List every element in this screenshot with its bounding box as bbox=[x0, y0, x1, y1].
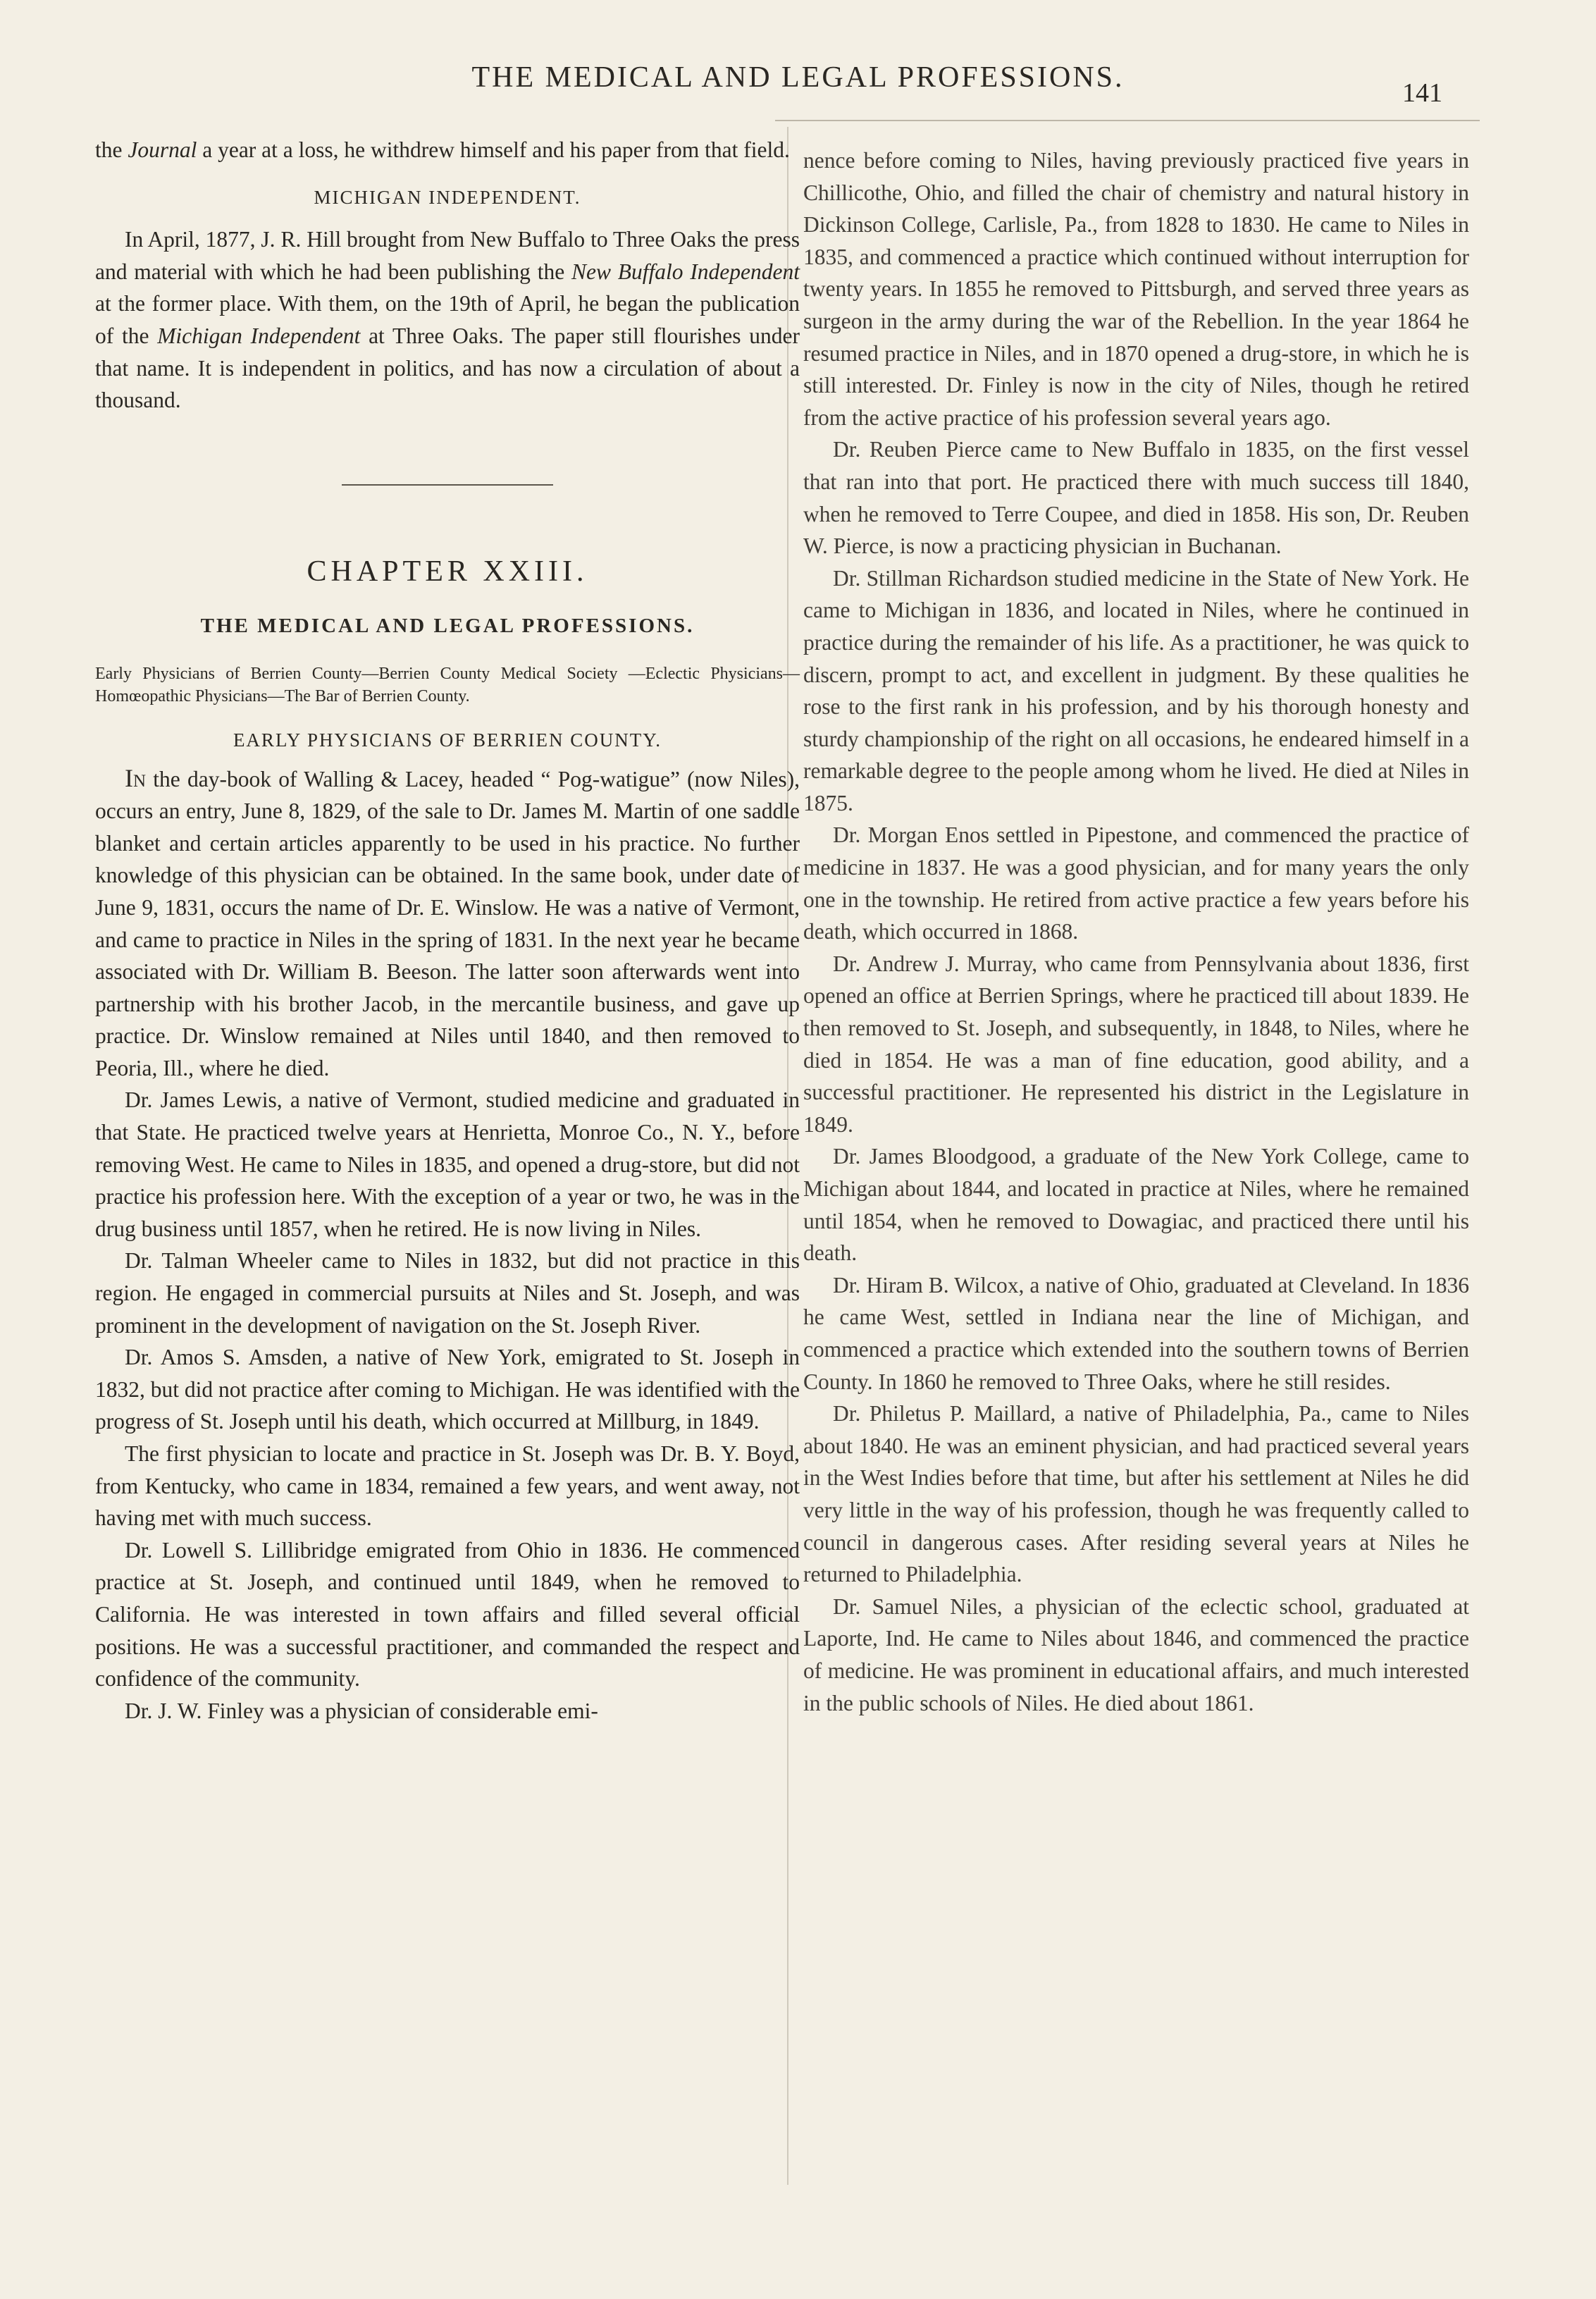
paragraph: Dr. Morgan Enos settled in Pipestone, and commenced the practice of medicine in 1837. He was a good physician, and for many years the only one in the township. He retired from active practice a few years before his death, which occurred in 1868. bbox=[803, 822, 1469, 944]
paragraph: Dr. James Bloodgood, a graduate of the New York College, came to Michigan about 1844, and located in practice at Niles, where he remained until 1854, when he removed to Dowagiac, and practiced there until his death. bbox=[803, 1144, 1469, 1266]
section-divider bbox=[342, 484, 553, 486]
newspaper-title: Michigan Independent bbox=[157, 323, 361, 348]
text-run: the bbox=[95, 137, 128, 162]
chapter-heading: CHAPTER XXIII. bbox=[307, 555, 588, 588]
text-run: In April, 1877, J. R. Hill brought from New Buffalo to Three Oaks the press and material with which he had been publishing the bbox=[95, 227, 800, 284]
chapter-title: THE MEDICAL AND LEGAL PROFESSIONS. bbox=[200, 615, 695, 638]
paragraph: Dr. Samuel Niles, a physician of the eclectic school, graduated at Laporte, Ind. He came to Niles about 1846, and commenced the practice of medicine. He was prominent in educational affairs, and much interested in the public schools of Niles. He died about 1861. bbox=[803, 1594, 1469, 1715]
paragraph-journal-end bbox=[95, 134, 800, 166]
paragraph: nence before coming to Niles, having previously practiced five years in Chillicothe, Ohio, and filled the chair of chemistry and natural history in Dickinson College, Carlisle, Pa., from 1828 to 1830. He came to Niles in 1835, and commenced a practice which continued without interruption for twenty years. In 1855 he removed to Pittsburgh, and served three years as surgeon in the army during the war of the Rebellion. In the year 1864 he resumed practice in Niles, and in 1870 opened a drug-store, in which he is still interested. Dr. Finley is now in the city of Niles, though he retired from the active practice of his profession several years ago. bbox=[803, 148, 1469, 430]
paragraph: Dr. James Lewis, a native of Vermont, studied medicine and graduated in that State. He practiced twelve years at Henrietta, Monroe Co., N. Y., before removing West. He came to Niles in 1835, and opened a drug-store, but did not practice his profession here. With the exception of a year or two, he was in the drug business until 1857, when he retired. He is now living in Niles. bbox=[95, 1087, 800, 1241]
paragraph: Dr. J. W. Finley was a physician of considerable emi- bbox=[125, 1698, 598, 1723]
drop-word: In bbox=[125, 763, 147, 792]
text-run: at the former place. With them, on the 19th of April, he began the publication of the bbox=[95, 291, 800, 348]
journal-title: Journal bbox=[128, 137, 197, 162]
left-column bbox=[95, 134, 800, 1727]
paragraph: Dr. Philetus P. Maillard, a native of Philadelphia, Pa., came to Niles about 1840. He was an eminent physician, and had practiced several years in the West Indies before that time, but after his settlement at Niles he did very little in the way of his profession, though he was frequently called to council in dangerous cases. After residing several years at Niles he returned to Philadelphia. bbox=[803, 1401, 1469, 1587]
paragraph: Dr. Lowell S. Lillibridge emigrated from Ohio in 1836. He commenced practice at St. Joseph, and continued until 1849, when he removed to California. He was interested in town affairs and filled several official positions. He was a successful practitioner, and commanded the respect and confidence of the community. bbox=[95, 1537, 800, 1691]
paragraph: Dr. Amos S. Amsden, a native of New York, emigrated to St. Joseph in 1832, but did not practice after coming to Michigan. He was identified with the progress of St. Joseph until his death, which occurred at Millburg, in 1849. bbox=[95, 1345, 800, 1434]
text-run: at Three Oaks. The paper still flourishes under that name. It is independent in politics, and has now a circulation of about a thousand. bbox=[95, 323, 800, 413]
paragraph: Dr. Andrew J. Murray, who came from Pennsylvania about 1836, first opened an office at Berrien Springs, where he practiced till about 1839. He then removed to St. Joseph, and subsequently, in 1848, to Niles, where he died in 1854. He was a man of fine education, good ability, and a successful practitioner. He represented his district in the Legislature in 1849. bbox=[803, 951, 1469, 1137]
paragraph bbox=[95, 763, 800, 1085]
page-number: 141 bbox=[1402, 78, 1442, 108]
right-column bbox=[803, 144, 1469, 1719]
header-rule bbox=[775, 120, 1480, 121]
paragraph: Dr. Hiram B. Wilcox, a native of Ohio, graduated at Cleveland. In 1836 he came West, settled in Indiana near the line of Michigan, and commenced a practice which extended into the southern towns of Berrien County. In 1860 he removed to Three Oaks, where he still resides. bbox=[803, 1272, 1469, 1394]
text-run: the day-book of Walling & Lacey, headed “ Pog-watigue” (now Niles), occurs an entry, June 8, 1829, of the sale to Dr. James M. Martin of one saddle blanket and certain articles apparently to be used in his practice. No further knowledge of this physician can be obtained. In the same book, under date of June 9, 1831, occurs the name of Dr. E. Winslow. He was a native of Vermont, and came to practice in Niles in the spring of 1831. In the next year he became associated with Dr. William B. Beeson. The latter soon afterwards went into partnership with his brother Jacob, in the mercantile business, and gave up practice. Dr. Winslow remained at Niles until 1840, and then removed to Peoria, Ill., where he died. bbox=[95, 766, 800, 1080]
newspaper-title: New Buffalo Independent bbox=[571, 259, 800, 284]
section-heading-early-physicians: EARLY PHYSICIANS OF BERRIEN COUNTY. bbox=[233, 729, 662, 751]
chapter-synopsis: Early Physicians of Berrien County—Berrien County Medical Society —Eclectic Physicians—Homœopathic Physicians—The Bar of Berrien County. bbox=[95, 664, 800, 705]
paragraph: Dr. Reuben Pierce came to New Buffalo in 1835, on the first vessel that ran into that port. He practiced there with much success till 1840, when he removed to Terre Coupee, and died in 1858. His son, Dr. Reuben W. Pierce, is now a practicing physician in Buchanan. bbox=[803, 437, 1469, 559]
paragraph: Dr. Talman Wheeler came to Niles in 1832, but did not practice in this region. He engaged in commercial pursuits at Niles and St. Joseph, and was prominent in the development of navigation on the St. Joseph River. bbox=[95, 1248, 800, 1338]
paragraph-michigan-independent bbox=[95, 223, 800, 417]
section-heading-michigan-independent: MICHIGAN INDEPENDENT. bbox=[314, 186, 581, 208]
text-run: a year at a loss, he withdrew himself and his paper from that field. bbox=[197, 137, 790, 162]
running-head: THE MEDICAL AND LEGAL PROFESSIONS. bbox=[471, 61, 1125, 94]
paragraph: Dr. Stillman Richardson studied medicine in the State of New York. He came to Michigan in 1836, and located in Niles, where he continued in practice during the remainder of his life. As a practitioner, he was quick to discern, prompt to act, and excellent in judgment. By these qualities he rose to the first rank in his profession, and by his thorough honesty and sturdy championship of the right on all occasions, he endeared himself in a remarkable degree to the people among whom he lived. He died at Niles in 1875. bbox=[803, 565, 1469, 815]
paragraph: The first physician to locate and practice in St. Joseph was Dr. B. Y. Boyd, from Kentucky, who came in 1834, remained a few years, and went away, not having met with much success. bbox=[95, 1441, 800, 1531]
